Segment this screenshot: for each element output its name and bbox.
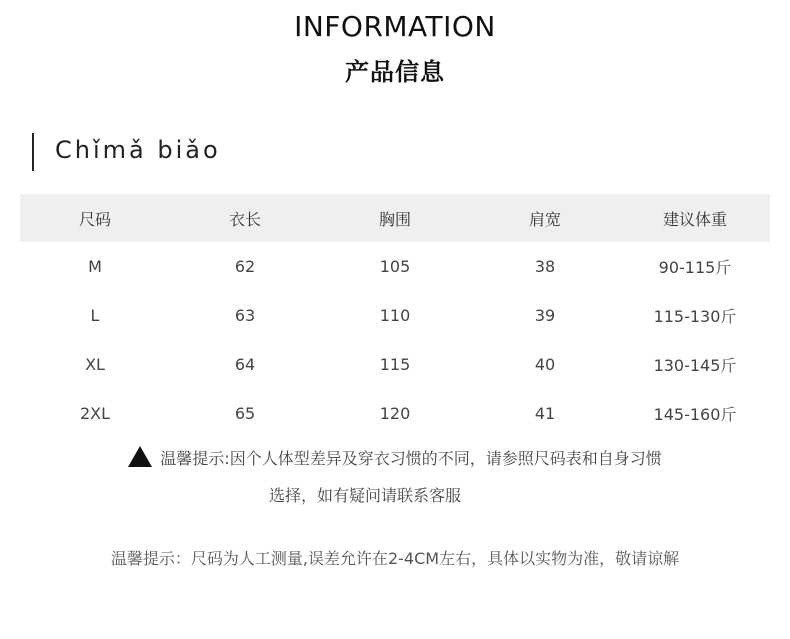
cell-weight: 130-145斤 [653, 356, 737, 375]
table-row [20, 291, 770, 340]
section-divider-bar [32, 133, 34, 171]
cell-chest: 110 [379, 306, 411, 325]
section-title: Chǐmǎ biǎo [55, 136, 221, 164]
cell-weight: 115-130斤 [653, 307, 737, 326]
cell-size: L [90, 306, 100, 325]
header-shoulder: 肩宽 [470, 194, 620, 242]
size-chart-table [20, 194, 770, 438]
cell-weight: 90-115斤 [658, 258, 732, 277]
cell-size: M [88, 257, 102, 276]
header-weight: 建议体重 [620, 194, 770, 242]
cell-shoulder: 40 [534, 355, 556, 374]
cell-size: 2XL [79, 404, 111, 423]
cell-length: 64 [234, 355, 256, 374]
table-row [20, 242, 770, 291]
cell-chest: 105 [379, 257, 411, 276]
table-header-row [20, 194, 770, 242]
cell-length: 63 [234, 306, 256, 325]
size-note-text: 温馨提示:因个人体型差异及穿衣习惯的不同，请参照尺码表和自身习惯 [160, 449, 662, 468]
cell-chest: 120 [379, 404, 411, 423]
cell-length: 62 [234, 257, 256, 276]
header-chest: 胸围 [320, 194, 470, 242]
table-row [20, 340, 770, 389]
size-note-line2: 选择，如有疑问请联系客服 [268, 486, 461, 505]
header-size: 尺码 [20, 194, 170, 242]
size-note-line1 [0, 446, 790, 469]
cell-shoulder: 41 [534, 404, 556, 423]
page-title-en: INFORMATION [294, 10, 496, 43]
table-row [20, 389, 770, 438]
cell-shoulder: 39 [534, 306, 556, 325]
cell-length: 65 [234, 404, 256, 423]
warning-triangle-icon [128, 446, 152, 467]
cell-weight: 145-160斤 [653, 405, 737, 424]
header-length: 衣长 [170, 194, 320, 242]
cell-size: XL [85, 355, 105, 374]
measurement-disclaimer: 温馨提示：尺码为人工测量,误差允许在2-4CM左右，具体以实物为准，敬请谅解 [110, 549, 680, 568]
cell-shoulder: 38 [534, 257, 556, 276]
cell-chest: 115 [379, 355, 411, 374]
page-title-cn: 产品信息 [345, 58, 445, 86]
